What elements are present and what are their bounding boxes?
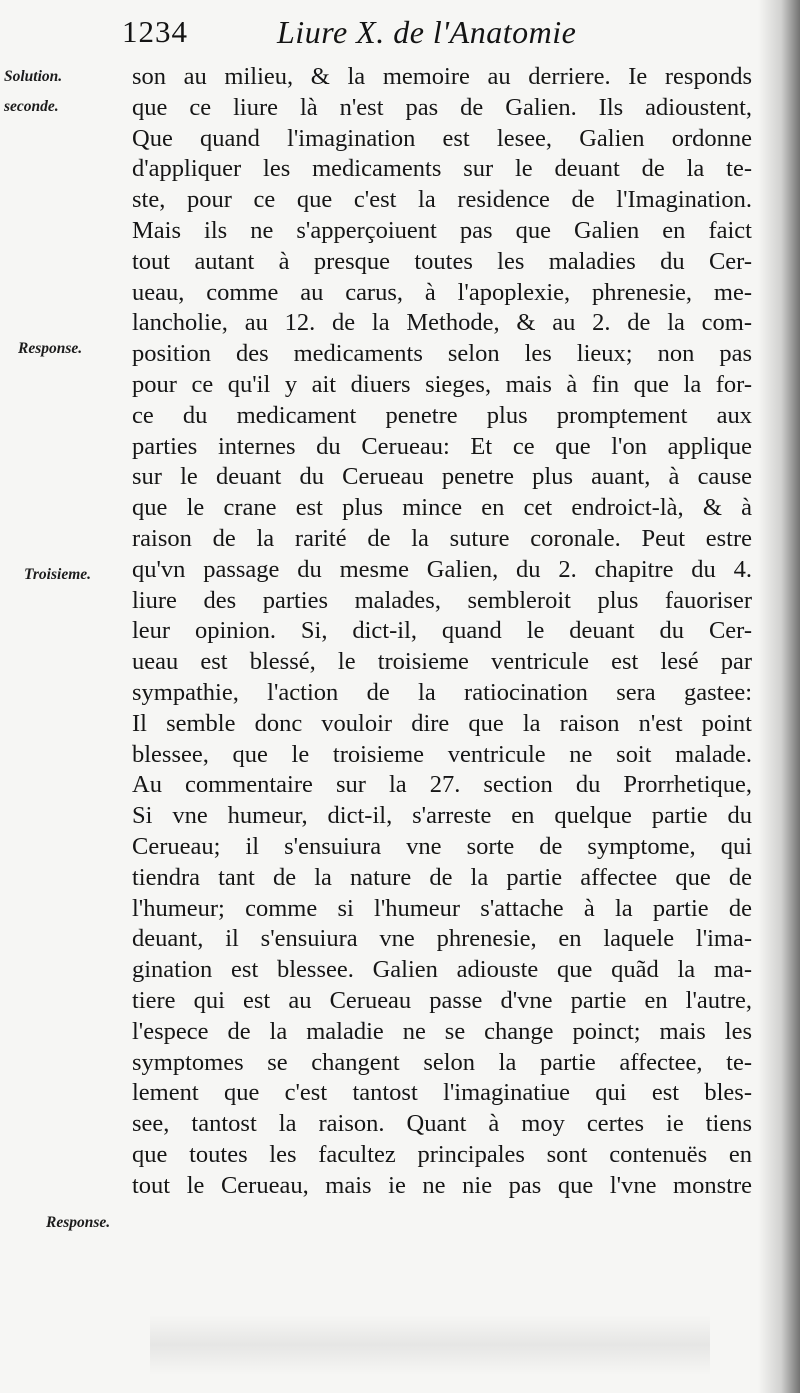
- text-line: position des medicaments selon les lieux; non pas: [132, 340, 752, 368]
- text-line: symptomes se changent selon la partie affectee, te-: [132, 1048, 752, 1076]
- text-line: Si vne humeur, dict-il, s'arreste en quelque partie du: [132, 802, 752, 830]
- margin-note-response: Response.: [18, 340, 83, 357]
- margin-note-solution: Solution.: [4, 68, 63, 85]
- text-line: parties internes du Cerueau: Et ce que l'on applique: [132, 432, 752, 460]
- text-line: gination est blessee. Galien adiouste que quãd la ma-: [132, 956, 752, 984]
- text-line: lancholie, au 12. de la Methode, & au 2. de la com-: [132, 309, 752, 337]
- text-line: raison de la rarité de la suture coronale. Peut estre: [132, 524, 752, 552]
- text-line: que le crane est plus mince en cet endroict-là, & à: [132, 494, 752, 522]
- body-text: [132, 62, 752, 1201]
- page-number: 1234: [122, 14, 188, 49]
- text-line: deuant, il s'ensuiura vne phrenesie, en laquele l'ima-: [132, 925, 752, 953]
- text-line: ce du medicament penetre plus promptement aux: [132, 401, 752, 429]
- text-line: ueau est blessé, le troisieme ventricule est lesé par: [132, 648, 752, 676]
- margin-note-response: Response.: [46, 1214, 111, 1231]
- text-line: Que quand l'imagination est lesee, Galien ordonne: [132, 124, 752, 152]
- page-header: [122, 14, 742, 58]
- text-line: tout le Cerueau, mais ie ne nie pas que l'vne monstre: [132, 1171, 752, 1199]
- binding-shadow: [758, 0, 800, 1393]
- margin-notes: [0, 0, 130, 1393]
- text-line: blessee, que le troisieme ventricule ne soit malade.: [132, 740, 752, 768]
- margin-note-seconde: seconde.: [4, 98, 59, 115]
- text-line: Cerueau; il s'ensuiura vne sorte de symptome, qui: [132, 832, 752, 860]
- text-line: pour ce qu'il y ait diuers sieges, mais à fin que la for-: [132, 370, 752, 398]
- text-line: Mais ils ne s'apperçoiuent pas que Galien en faict: [132, 216, 752, 244]
- text-line: liure des parties malades, sembleroit plus fauoriser: [132, 586, 752, 614]
- text-line: ste, pour ce que c'est la residence de l'Imagination.: [132, 186, 752, 214]
- text-line: leur opinion. Si, dict-il, quand le deuant du Cer-: [132, 617, 752, 645]
- text-line: que ce liure là n'est pas de Galien. Ils adioustent,: [132, 93, 752, 121]
- text-line: son au milieu, & la memoire au derriere. Ie responds: [132, 63, 752, 90]
- text-line: tiere qui est au Cerueau passe d'vne partie en l'autre,: [132, 986, 752, 1014]
- text-line: lement que c'est tantost l'imaginatiue qui est bles-: [132, 1079, 752, 1107]
- bleed-through-shadow: [150, 1315, 710, 1375]
- text-line: qu'vn passage du mesme Galien, du 2. chapitre du 4.: [132, 555, 752, 583]
- text-line: sympathie, l'action de la ratiocination sera gastee:: [132, 678, 752, 706]
- text-line: l'espece de la maladie ne se change poinct; mais les: [132, 1017, 752, 1045]
- text-line: tout autant à presque toutes les maladies du Cer-: [132, 247, 752, 275]
- text-line: d'appliquer les medicaments sur le deuant de la te-: [132, 155, 752, 183]
- text-line: l'humeur; comme si l'humeur s'attache à la partie de: [132, 894, 752, 922]
- text-line: sur le deuant du Cerueau penetre plus auant, à cause: [132, 463, 752, 491]
- text-line: que toutes les facultez principales sont contenuës en: [132, 1140, 752, 1168]
- text-line: tiendra tant de la nature de la partie affectee que de: [132, 863, 752, 891]
- text-line: Au commentaire sur la 27. section du Prorrhetique,: [132, 771, 752, 799]
- text-line: see, tantost la raison. Quant à moy certes ie tiens: [132, 1110, 752, 1138]
- text-line: ueau, comme au carus, à l'apoplexie, phrenesie, me-: [132, 278, 752, 306]
- running-title: Liure X. de l'Anatomie: [277, 14, 577, 50]
- text-line: Il semble donc vouloir dire que la raison n'est point: [132, 709, 752, 737]
- margin-note-troisieme: Troisieme.: [24, 566, 92, 583]
